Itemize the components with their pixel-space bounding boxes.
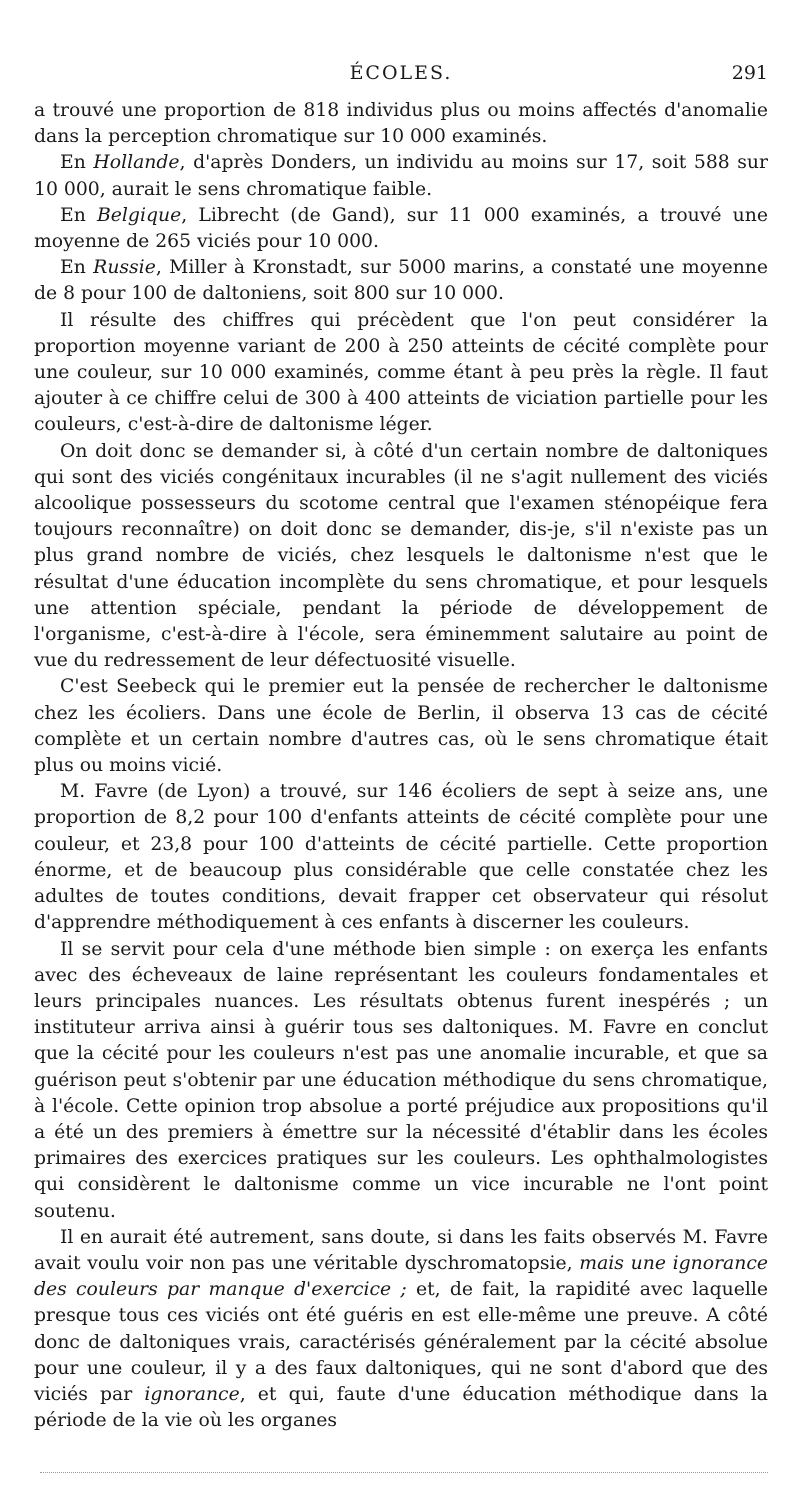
text-segment: En <box>60 257 94 279</box>
paragraph <box>34 439 768 675</box>
italic-text: Hollande <box>93 152 180 174</box>
paragraph <box>34 255 768 307</box>
text-segment: et, de fait, la rapidité avec laquelle presque tous ces viciés ont été guéris en est elle-même une preuve. A côté donc de daltoniques vrais, caractérisés généralement par la cécité absolue pour une couleur, il y a des faux daltoniques, qui ne sont d'abord que des viciés par <box>34 1279 768 1405</box>
page-number: 291 <box>731 62 768 84</box>
body-text <box>34 98 768 1434</box>
paragraph <box>34 674 768 779</box>
paragraph <box>34 1225 768 1435</box>
paragraph <box>34 150 768 202</box>
text-segment: Il résulte des chiffres qui précèdent que l'on peut considérer la proportion moyenne variant de 200 à 250 atteints de cécité complète pour une couleur, sur 10 000 examinés, comme étant à peu près la règle. Il faut ajouter à ce chiffre celui de 300 à 400 atteints de viciation partielle pour les couleurs, c'est-à-dire de daltonisme léger. <box>34 309 768 436</box>
text-segment: , Librecht (de Gand), sur 11 000 examinés, a trouvé une moyenne de 265 viciés pour 10 000. <box>34 204 768 253</box>
text-segment: M. Favre (de Lyon) a trouvé, sur 146 écoliers de sept à seize ans, une proportion de 8,2 pour 100 d'enfants atteints de cécité complète pour une couleur, et 23,8 pour 100 d'atteints de cécité partielle. Cette proportion énorme, et de beaucoup plus considérable que celle constatée chez les adultes de toutes conditions, devait frapper cet observateur qui résolut d'apprendre méthodiquement à ces enfants à discerner les couleurs. <box>34 781 768 934</box>
italic-text: Russie <box>93 257 156 279</box>
text-segment: Il se servit pour cela d'une méthode bien simple : on exerça les enfants avec des écheveaux de laine représentant les couleurs fondamentales et leurs principales nuances. Les résultats obtenus furent inespérés ; un instituteur arriva ainsi à guérir tous ses daltoniques. M. Favre en conclut que la cécité pour les couleurs n'est pas une anomalie incurable, et que sa guérison peut s'obtenir par une éducation méthodique du sens chromatique, à l'école. Cette opinion trop absolue a porté préjudice aux propositions qu'il a été un des premiers à émettre sur la nécessité d'établir dans les écoles primaires des exercices pratiques sur les couleurs. Les ophthalmologistes qui considèrent le daltonisme comme un vice incurable ne l'ont point soutenu. <box>34 938 768 1222</box>
text-segment: Il en aurait été autrement, sans doute, si dans les faits observés M. Favre avait voulu voir non pas une véritable dyschromatopsie, <box>34 1226 768 1274</box>
text-segment: En <box>60 204 97 226</box>
text-segment: C'est Seebeck qui le premier eut la pensée de rechercher le daltonisme chez les écoliers. Dans une école de Berlin, il observa 13 cas de cécité complète et un certain nombre d'autres cas, où le sens chromatique était plus ou moins vicié. <box>34 676 768 777</box>
page-header <box>34 62 768 92</box>
paragraph <box>34 98 768 150</box>
italic-text: mais une ignorance des couleurs par manque d'exercice ; <box>34 1252 768 1301</box>
paragraph <box>34 779 768 936</box>
italic-text: ignorance <box>144 1383 240 1405</box>
paragraph <box>34 203 768 255</box>
text-segment: , Miller à Kronstadt, sur 5000 marins, a constaté une moyenne de 8 pour 100 de daltoniens, soit 800 sur 10 000. <box>34 257 769 305</box>
footer-dotted-rule <box>40 1472 768 1473</box>
paragraph <box>34 308 768 439</box>
text-segment: En <box>60 152 94 174</box>
paragraph <box>34 937 768 1225</box>
text-segment: , et qui, faute d'une éducation méthodique dans la période de la vie où les organes <box>34 1383 768 1432</box>
text-segment: On doit donc se demander si, à côté d'un certain nombre de daltoniques qui sont des viciés congénitaux incurables (il ne s'agit nullement des viciés alcoolique possesseurs du scotome central que l'examen sténopéique fera toujours reconnaître) on doit donc se demander, dis-je, s'il n'existe pas un plus grand nombre de viciés, chez lesquels le daltonisme n'est que le résultat d'une éducation incomplète du sens chromatique, et pour lesquels une attention spéciale, pendant la période de développement de l'organisme, c'est-à-dire à l'école, sera éminemment salutaire au point de vue du redressement de leur défectuosité visuelle. <box>34 440 768 672</box>
text-segment: , d'après Donders, un individu au moins sur 17, soit 588 sur 10 000, aurait le sens chromatique faible. <box>34 152 769 200</box>
italic-text: Belgique <box>97 204 182 226</box>
running-title: ÉCOLES. <box>349 62 453 84</box>
text-segment: a trouvé une proportion de 818 individus plus ou moins affectés d'anomalie dans la perception chromatique sur 10 000 examinés. <box>34 100 768 148</box>
